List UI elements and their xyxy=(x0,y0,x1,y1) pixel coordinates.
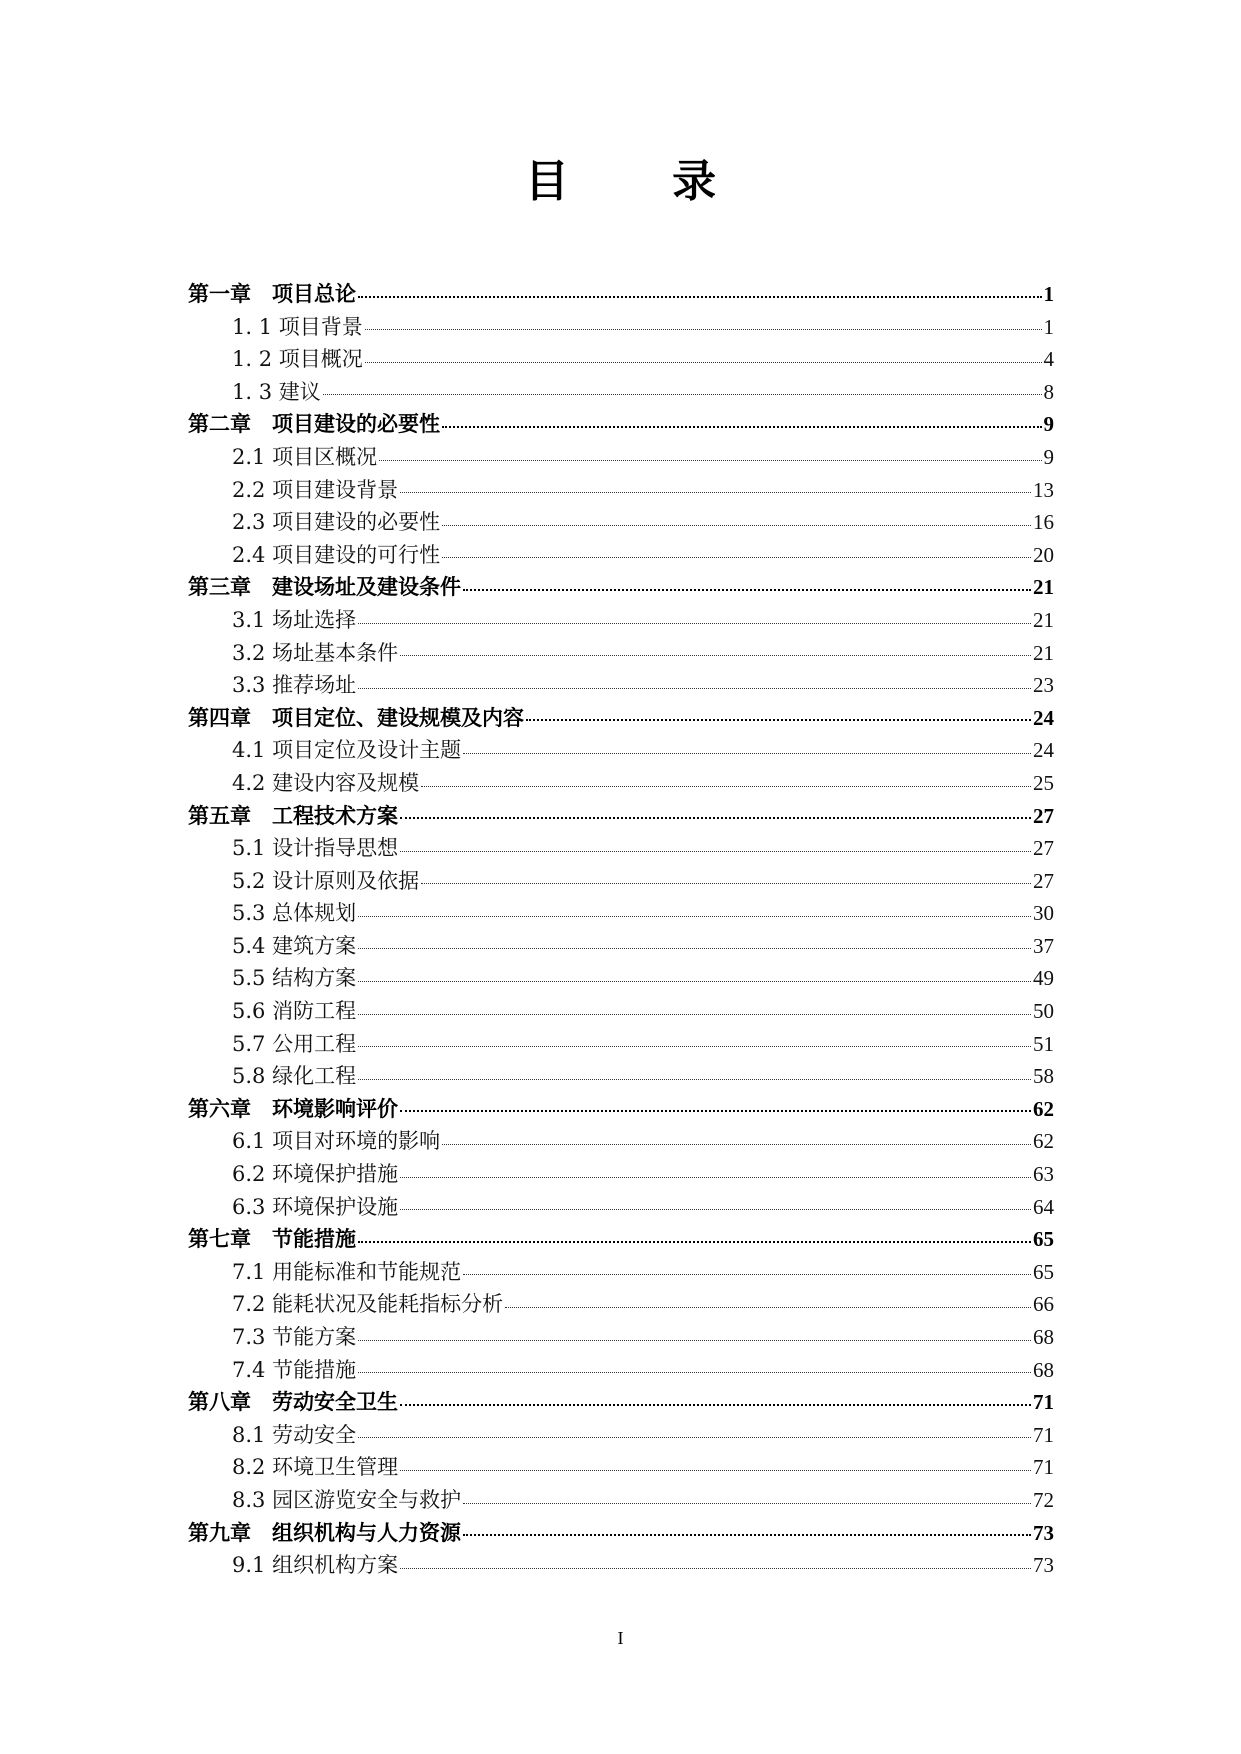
toc-entry-page-number: 4 xyxy=(1043,347,1054,372)
toc-entry-label: 4.1 项目定位及设计主题 xyxy=(232,738,462,763)
toc-entry-label: 4.2 建设内容及规模 xyxy=(232,770,420,795)
toc-entry-label: 2.1 项目区概况 xyxy=(232,444,378,469)
dot-leader xyxy=(526,718,1031,721)
toc-section-entry[interactable] xyxy=(188,441,1054,474)
toc-chapter-entry[interactable] xyxy=(188,408,1054,441)
dot-leader xyxy=(358,1045,1031,1047)
toc-entry-label: 3.2 场址基本条件 xyxy=(232,640,399,665)
toc-entry-page-number: 73 xyxy=(1033,1553,1054,1578)
toc-section-entry[interactable] xyxy=(188,343,1054,376)
toc-entry-page-number: 58 xyxy=(1033,1064,1054,1089)
toc-entry-page-number: 30 xyxy=(1033,901,1054,926)
toc-entry-page-number: 71 xyxy=(1033,1422,1054,1447)
dot-leader xyxy=(358,1371,1031,1373)
toc-chapter-entry[interactable] xyxy=(188,800,1054,833)
toc-entry-label: 5.1 设计指导思想 xyxy=(232,836,399,861)
toc-entry-label: 第二章 项目建设的必要性 xyxy=(188,412,440,437)
dot-leader xyxy=(358,1339,1031,1341)
toc-entry-page-number: 71 xyxy=(1033,1455,1054,1480)
dot-leader xyxy=(442,1143,1031,1145)
toc-entry-label: 8.2 环境卫生管理 xyxy=(232,1455,399,1480)
toc-chapter-entry[interactable] xyxy=(188,278,1054,311)
toc-section-entry[interactable] xyxy=(188,767,1054,800)
dot-leader xyxy=(379,459,1041,461)
toc-section-entry[interactable] xyxy=(188,1125,1054,1158)
toc-entry-label: 第九章 组织机构与人力资源 xyxy=(188,1520,461,1545)
page-number: I xyxy=(617,1628,624,1648)
toc-entry-label: 5.6 消防工程 xyxy=(232,999,357,1024)
toc-chapter-entry[interactable] xyxy=(188,702,1054,735)
dot-leader xyxy=(421,785,1031,787)
toc-entry-label: 5.7 公用工程 xyxy=(232,1031,357,1056)
table-of-contents xyxy=(188,278,1054,1582)
toc-section-entry[interactable] xyxy=(188,1191,1054,1224)
toc-entry-page-number: 68 xyxy=(1033,1357,1054,1382)
toc-section-entry[interactable] xyxy=(188,1549,1054,1582)
toc-entry-label: 5.4 建筑方案 xyxy=(232,933,357,958)
toc-section-entry[interactable] xyxy=(188,734,1054,767)
dot-leader xyxy=(358,980,1031,982)
toc-entry-page-number: 9 xyxy=(1043,412,1054,437)
dot-leader xyxy=(400,1208,1031,1210)
toc-entry-page-number: 27 xyxy=(1033,803,1054,828)
toc-section-entry[interactable] xyxy=(188,832,1054,865)
dot-leader xyxy=(358,1436,1031,1438)
toc-section-entry[interactable] xyxy=(188,1060,1054,1093)
dot-leader xyxy=(400,816,1031,819)
dot-leader xyxy=(323,393,1042,395)
toc-entry-page-number: 62 xyxy=(1033,1096,1054,1121)
dot-leader xyxy=(463,1502,1031,1504)
toc-entry-label: 1. 1 项目背景 xyxy=(232,314,363,339)
toc-section-entry[interactable] xyxy=(188,1484,1054,1517)
dot-leader xyxy=(358,1240,1031,1243)
dot-leader xyxy=(400,850,1031,852)
toc-entry-page-number: 13 xyxy=(1033,477,1054,502)
dot-leader xyxy=(358,687,1031,689)
dot-leader xyxy=(442,556,1031,558)
toc-entry-label: 6.2 环境保护措施 xyxy=(232,1162,399,1187)
toc-section-entry[interactable] xyxy=(188,474,1054,507)
toc-entry-page-number: 73 xyxy=(1033,1520,1054,1545)
toc-entry-page-number: 37 xyxy=(1033,933,1054,958)
toc-entry-label: 7.3 节能方案 xyxy=(232,1325,357,1349)
toc-section-entry[interactable] xyxy=(188,506,1054,539)
toc-entry-label: 1. 2 项目概况 xyxy=(232,347,363,372)
toc-entry-label: 第一章 项目总论 xyxy=(188,282,356,306)
toc-entry-page-number: 71 xyxy=(1033,1390,1054,1415)
toc-chapter-entry[interactable] xyxy=(188,1386,1054,1419)
toc-section-entry[interactable] xyxy=(188,962,1054,995)
dot-leader xyxy=(365,361,1042,363)
dot-leader xyxy=(400,1176,1031,1178)
toc-entry-page-number: 27 xyxy=(1033,868,1054,893)
dot-leader xyxy=(442,425,1042,428)
toc-entry-page-number: 64 xyxy=(1033,1194,1054,1219)
toc-entry-page-number: 20 xyxy=(1033,542,1054,567)
toc-section-entry[interactable] xyxy=(188,930,1054,963)
toc-entry-label: 8.3 园区游览安全与救护 xyxy=(232,1487,462,1512)
toc-entry-label: 第八章 劳动安全卫生 xyxy=(188,1390,398,1415)
toc-entry-page-number: 65 xyxy=(1033,1259,1054,1284)
toc-entry-label: 7.4 节能措施 xyxy=(232,1357,357,1382)
toc-entry-page-number: 49 xyxy=(1033,966,1054,991)
toc-entry-label: 8.1 劳动安全 xyxy=(232,1422,357,1447)
page-title: 目 录 xyxy=(524,156,761,207)
toc-entry-label: 3.3 推荐场址 xyxy=(232,673,357,698)
toc-entry-page-number: 24 xyxy=(1033,705,1054,730)
toc-entry-page-number: 62 xyxy=(1033,1129,1054,1154)
dot-leader xyxy=(358,947,1031,949)
toc-entry-label: 2.3 项目建设的必要性 xyxy=(232,510,441,535)
toc-entry-label: 第七章 节能措施 xyxy=(188,1227,356,1252)
toc-entry-page-number: 27 xyxy=(1033,836,1054,861)
dot-leader xyxy=(400,654,1031,656)
toc-section-entry[interactable] xyxy=(188,604,1054,637)
dot-leader xyxy=(358,1078,1031,1080)
toc-entry-label: 6.3 环境保护设施 xyxy=(232,1194,399,1219)
toc-section-entry[interactable] xyxy=(188,897,1054,930)
toc-chapter-entry[interactable] xyxy=(188,1093,1054,1126)
dot-leader xyxy=(421,882,1031,884)
toc-entry-label: 7.2 能耗状况及能耗指标分析 xyxy=(232,1292,504,1317)
toc-section-entry[interactable] xyxy=(188,311,1054,344)
dot-leader xyxy=(463,588,1031,591)
toc-entry-page-number: 21 xyxy=(1033,575,1054,600)
toc-entry-label: 5.8 绿化工程 xyxy=(232,1064,357,1089)
toc-chapter-entry[interactable] xyxy=(188,571,1054,604)
toc-entry-page-number: 66 xyxy=(1033,1292,1054,1317)
dot-leader xyxy=(358,622,1031,624)
toc-entry-page-number: 23 xyxy=(1033,673,1054,698)
dot-leader xyxy=(463,752,1031,754)
toc-section-entry[interactable] xyxy=(188,1288,1054,1321)
toc-entry-page-number: 16 xyxy=(1033,510,1054,535)
toc-entry-page-number: 72 xyxy=(1033,1487,1054,1512)
toc-entry-label: 第四章 项目定位、建设规模及内容 xyxy=(188,705,524,730)
toc-entry-label: 5.2 设计原则及依据 xyxy=(232,868,420,893)
toc-section-entry[interactable] xyxy=(188,637,1054,670)
toc-section-entry[interactable] xyxy=(188,1321,1054,1354)
toc-section-entry[interactable] xyxy=(188,995,1054,1028)
dot-leader xyxy=(358,915,1031,917)
dot-leader xyxy=(365,328,1042,330)
toc-entry-page-number: 1 xyxy=(1043,314,1054,339)
toc-entry-label: 1. 3 建议 xyxy=(232,379,321,404)
toc-section-entry[interactable] xyxy=(188,1256,1054,1289)
dot-leader xyxy=(442,524,1031,526)
dot-leader xyxy=(400,491,1031,493)
toc-section-entry[interactable] xyxy=(188,1419,1054,1452)
toc-entry-page-number: 21 xyxy=(1033,640,1054,665)
toc-entry-page-number: 63 xyxy=(1033,1162,1054,1187)
toc-entry-label: 第六章 环境影响评价 xyxy=(188,1096,398,1121)
dot-leader xyxy=(400,1567,1031,1569)
toc-entry-label: 9.1 组织机构方案 xyxy=(232,1553,399,1578)
toc-entry-label: 5.5 结构方案 xyxy=(232,966,357,991)
toc-entry-page-number: 65 xyxy=(1033,1227,1054,1252)
toc-entry-page-number: 25 xyxy=(1033,770,1054,795)
dot-leader xyxy=(463,1533,1031,1536)
toc-chapter-entry[interactable] xyxy=(188,1223,1054,1256)
toc-section-entry[interactable] xyxy=(188,1451,1054,1484)
dot-leader xyxy=(358,1013,1031,1015)
dot-leader xyxy=(358,295,1042,298)
toc-section-entry[interactable] xyxy=(188,376,1054,409)
toc-entry-page-number: 8 xyxy=(1043,379,1054,404)
toc-entry-page-number: 68 xyxy=(1033,1325,1054,1349)
toc-entry-label: 第五章 工程技术方案 xyxy=(188,803,398,828)
toc-section-entry[interactable] xyxy=(188,1158,1054,1191)
toc-section-entry[interactable] xyxy=(188,669,1054,702)
toc-entry-label: 3.1 场址选择 xyxy=(232,607,357,632)
dot-leader xyxy=(400,1403,1031,1406)
dot-leader xyxy=(505,1306,1031,1308)
toc-entry-page-number: 1 xyxy=(1043,282,1054,306)
toc-entry-page-number: 24 xyxy=(1033,738,1054,763)
toc-chapter-entry[interactable] xyxy=(188,1517,1054,1550)
toc-section-entry[interactable] xyxy=(188,539,1054,572)
toc-entry-page-number: 50 xyxy=(1033,999,1054,1024)
toc-entry-page-number: 21 xyxy=(1033,607,1054,632)
toc-section-entry[interactable] xyxy=(188,1028,1054,1061)
toc-entry-label: 2.4 项目建设的可行性 xyxy=(232,542,441,567)
toc-section-entry[interactable] xyxy=(188,1354,1054,1387)
dot-leader xyxy=(463,1273,1031,1275)
dot-leader xyxy=(400,1109,1031,1112)
toc-entry-label: 6.1 项目对环境的影响 xyxy=(232,1129,441,1154)
toc-entry-label: 2.2 项目建设背景 xyxy=(232,477,399,502)
toc-entry-label: 第三章 建设场址及建设条件 xyxy=(188,575,461,600)
toc-entry-page-number: 9 xyxy=(1043,444,1054,469)
toc-entry-label: 7.1 用能标准和节能规范 xyxy=(232,1259,462,1284)
toc-section-entry[interactable] xyxy=(188,865,1054,898)
toc-entry-label: 5.3 总体规划 xyxy=(232,901,357,926)
toc-entry-page-number: 51 xyxy=(1033,1031,1054,1056)
dot-leader xyxy=(400,1469,1031,1471)
